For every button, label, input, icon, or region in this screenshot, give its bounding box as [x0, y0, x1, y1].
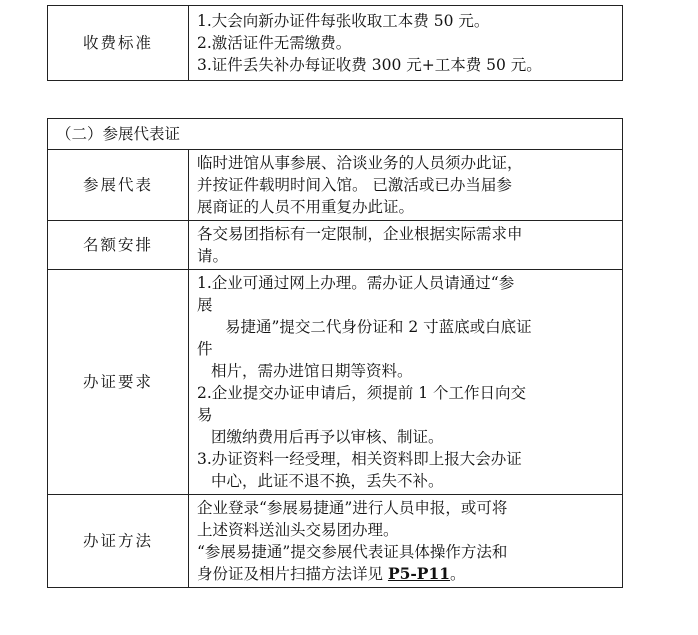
- quota-content: [189, 221, 623, 270]
- section-title-row: [48, 119, 623, 150]
- method-line: [197, 563, 618, 585]
- requirements-line: 中心，此证不退不换，丢失不补。: [211, 472, 444, 490]
- requirements-line: 相片，需办进馆日期等资料。: [211, 362, 413, 380]
- fee-line: 1.大会向新办证件每张收取工本费 50 元。: [197, 12, 490, 30]
- method-line-text: 身份证及相片扫描方法详见: [197, 565, 388, 583]
- method-row: [48, 495, 623, 588]
- requirements-line: 团缴纳费用后再予以审核、制证。: [211, 428, 444, 446]
- requirements-line: 件: [197, 340, 213, 358]
- fee-table: [47, 5, 623, 81]
- fee-line: 3.证件丢失补办每证收费 300 元+工本费 50 元。: [197, 56, 542, 74]
- requirements-line: 3.办证资料一经受理，相关资料即上报大会办证: [197, 450, 522, 468]
- section-title: （二）参展代表证: [48, 119, 623, 150]
- fee-content: [189, 6, 623, 81]
- rep-content: [189, 150, 623, 221]
- requirements-line: 2.企业提交办证申请后，须提前 1 个工作日向交: [197, 384, 527, 402]
- method-line-tail: 。: [450, 565, 466, 583]
- rep-line: 并按证件载明时间入馆。 已激活或已办当届参: [197, 176, 512, 194]
- rep-label: 参展代表: [48, 150, 189, 221]
- method-content: [189, 495, 623, 588]
- method-line: 企业登录“参展易捷通”进行人员申报，或可将: [197, 499, 508, 517]
- requirements-line: 易: [197, 406, 213, 424]
- fee-label: 收费标准: [48, 6, 189, 81]
- quota-line: 请。: [197, 247, 229, 265]
- quota-line: 各交易团指标有一定限制，企业根据实际需求申: [197, 225, 523, 243]
- fee-row: [48, 6, 623, 81]
- requirements-line: 易捷通”提交二代身份证和 2 寸蓝底或白底证: [225, 318, 532, 336]
- method-line: 上述资料送汕头交易团办理。: [197, 521, 399, 539]
- quota-row: [48, 221, 623, 270]
- requirements-content: [189, 270, 623, 495]
- requirements-label: 办证要求: [48, 270, 189, 495]
- requirements-line: 展: [197, 296, 213, 314]
- representative-pass-table: [47, 118, 623, 588]
- rep-line: 展商证的人员不用重复办此证。: [197, 198, 415, 216]
- method-label: 办证方法: [48, 495, 189, 588]
- requirements-line: 1.企业可通过网上办理。需办证人员请通过“参: [197, 274, 515, 292]
- quota-label: 名额安排: [48, 221, 189, 270]
- page-reference: P5-P11: [387, 564, 451, 583]
- rep-line: 临时进馆从事参展、洽谈业务的人员须办此证，: [197, 154, 523, 172]
- method-line: “参展易捷通”提交参展代表证具体操作方法和: [197, 543, 508, 561]
- fee-line: 2.激活证件无需缴费。: [197, 34, 352, 52]
- requirements-row: [48, 270, 623, 495]
- rep-row: [48, 150, 623, 221]
